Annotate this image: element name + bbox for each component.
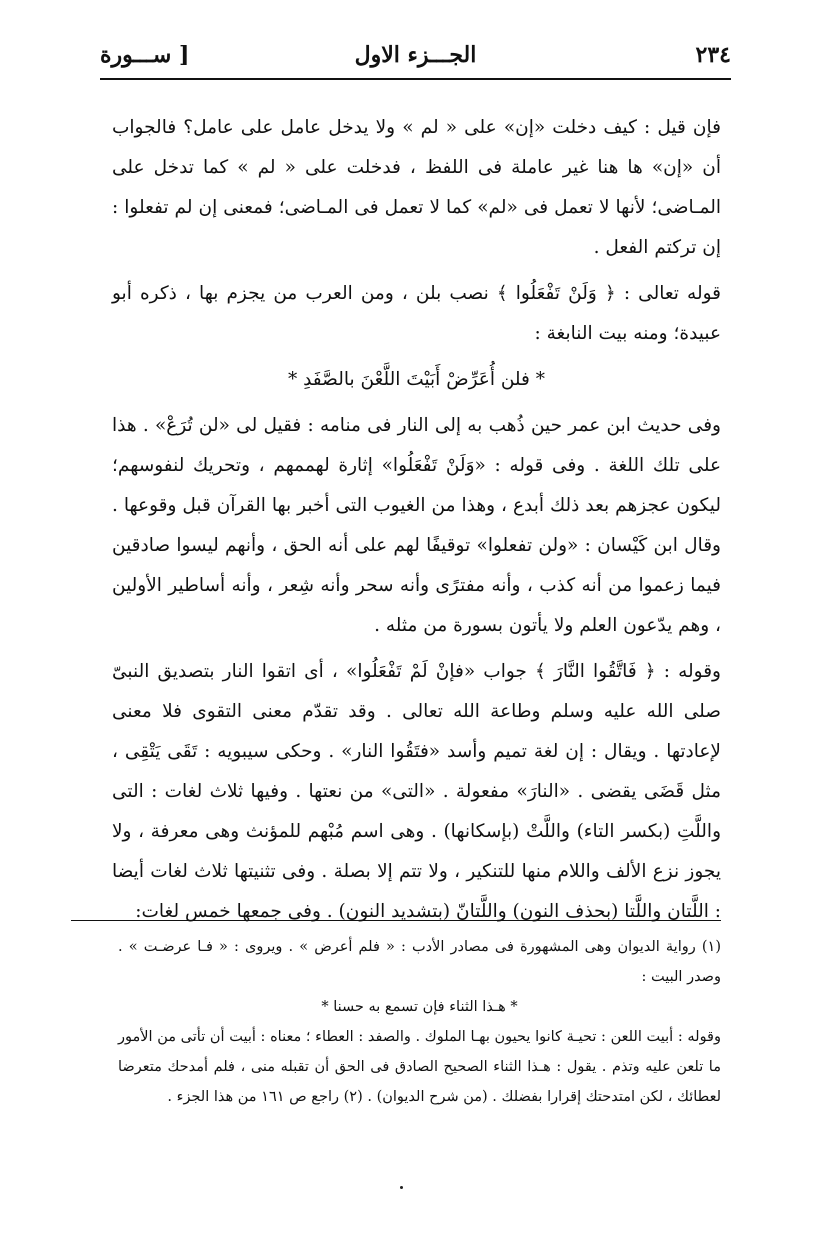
footnote-verse: * هـذا الثناء فإن تسمع به حسنا * <box>321 999 518 1015</box>
paragraph: وفى حديث ابن عمر حين ذُهب به إلى النار فى منامه : فقيل لى «لن تُرَعْ» . هذا على تلك اللغة . وفى قوله : «وَلَنْ تَفْعَلُوا» إثارة لهممهم ، وتحريك لنفوسهم؛ ليكون عجزهم بعد ذلك أبدع ، وهذا من الغيوب التى أخبر بها القرآن قبل وقوعها . وقال ابن كَيْسان : «ولن تفعلوا» توقيفًا لهم على أنه الحق ، وأنهم ليسوا صادقين فيما زعموا من أنه كذب ، وأنه مفترًى وأنه سحر وأنه شِعر ، وأنه أساطير الأولين ، وهم يدّعون العلم ولا يأتون بسورة من مثله . <box>112 415 721 636</box>
page-number: ٢٣٤ <box>695 42 731 68</box>
poetry-verse: * فلن أُعَرِّضْ أَبَيْتَ اللَّعْنَ بالصَّفَدِ * <box>287 369 546 390</box>
section-title: [ ســـورة <box>100 42 190 68</box>
footnotes <box>118 932 721 1112</box>
footnote-rule <box>71 920 721 921</box>
main-text <box>112 108 721 938</box>
running-title: الجـــزء الاول <box>354 42 477 68</box>
header-rule <box>100 78 731 80</box>
paragraph: وقوله : ﴿ فَاتَّقُوا النَّارَ ﴾ جواب «فإنْ لَمْ تَفْعَلُوا» ، أى اتقوا النار بتصديق النبىّ صلى الله عليه وسلم وطاعة الله تعالى . وقد تقدّم معنى التقوى فلا معنى لإعادتها . ويقال : إن لغة تميم وأسد «فتَقُوا النار» . وحكى سيبويه : تَقَى يَتْقِى ، مثل قَضَى يقضى . «النارَ» مفعولة . «التى» من نعتها . وفيها ثلاث لغات : التى واللَّتِ (بكسر التاء) واللَّتْ (بإسكانها) . وهى اسم مُبْهم للمؤنث وهى معرفة ، ولا يجوز نزع الألف واللام منها للتنكير ، ولا تتم إلا بصلة . وفى تثنيتها ثلاث لغات أيضا : اللَّتان واللَّتا (بحذف النون) واللَّتانّ (بتشديد النون) . وفى جمعها خمس لغات: <box>112 661 721 922</box>
footnote-line: (١) رواية الديوان وهى المشهورة فى مصادر الأدب : « فلم أعرض » . ويروى : « فـا عرضـت » . وصدر البيت : <box>118 939 721 985</box>
footnote-line: وقوله : أبيت اللعن : تحيـة كانوا يحيون بهـا الملوك . والصفد : العطاء ؛ معناه : أبيت أن تأتى من الأمور ما تلعن عليه وتذم . يقول : هـذا الثناء الصحيح الصادق فى الحق أن تقبله منى ، فلم أمدحك متعرضا لعطائك ، لكن امتدحتك إقرارا بفضلك . (من شرح الديوان) . (٢) راجع ص ١٦١ من هذا الجزء . <box>118 1029 721 1105</box>
page-header <box>100 38 731 74</box>
paragraph: قوله تعالى : ﴿ وَلَنْ تَفْعَلُوا ﴾ نصب بلن ، ومن العرب من يجزم بها ، ذكره أبو عبيدة؛ ومنه بيت النابغة : <box>112 283 721 344</box>
paragraph: فإن قيل : كيف دخلت «إن» على « لم » ولا يدخل عامل على عامل؟ فالجواب أن «إن» ها هنا غير عاملة فى اللفظ ، فدخلت على « لم » كما تدخل على المـاضى؛ لأنها لا تعمل فى «لم» كما لا تعمل فى المـاضى؛ فمعنى إن لم تفعلوا : إن تركتم الفعل . <box>112 117 721 258</box>
page-speck <box>400 1186 403 1189</box>
